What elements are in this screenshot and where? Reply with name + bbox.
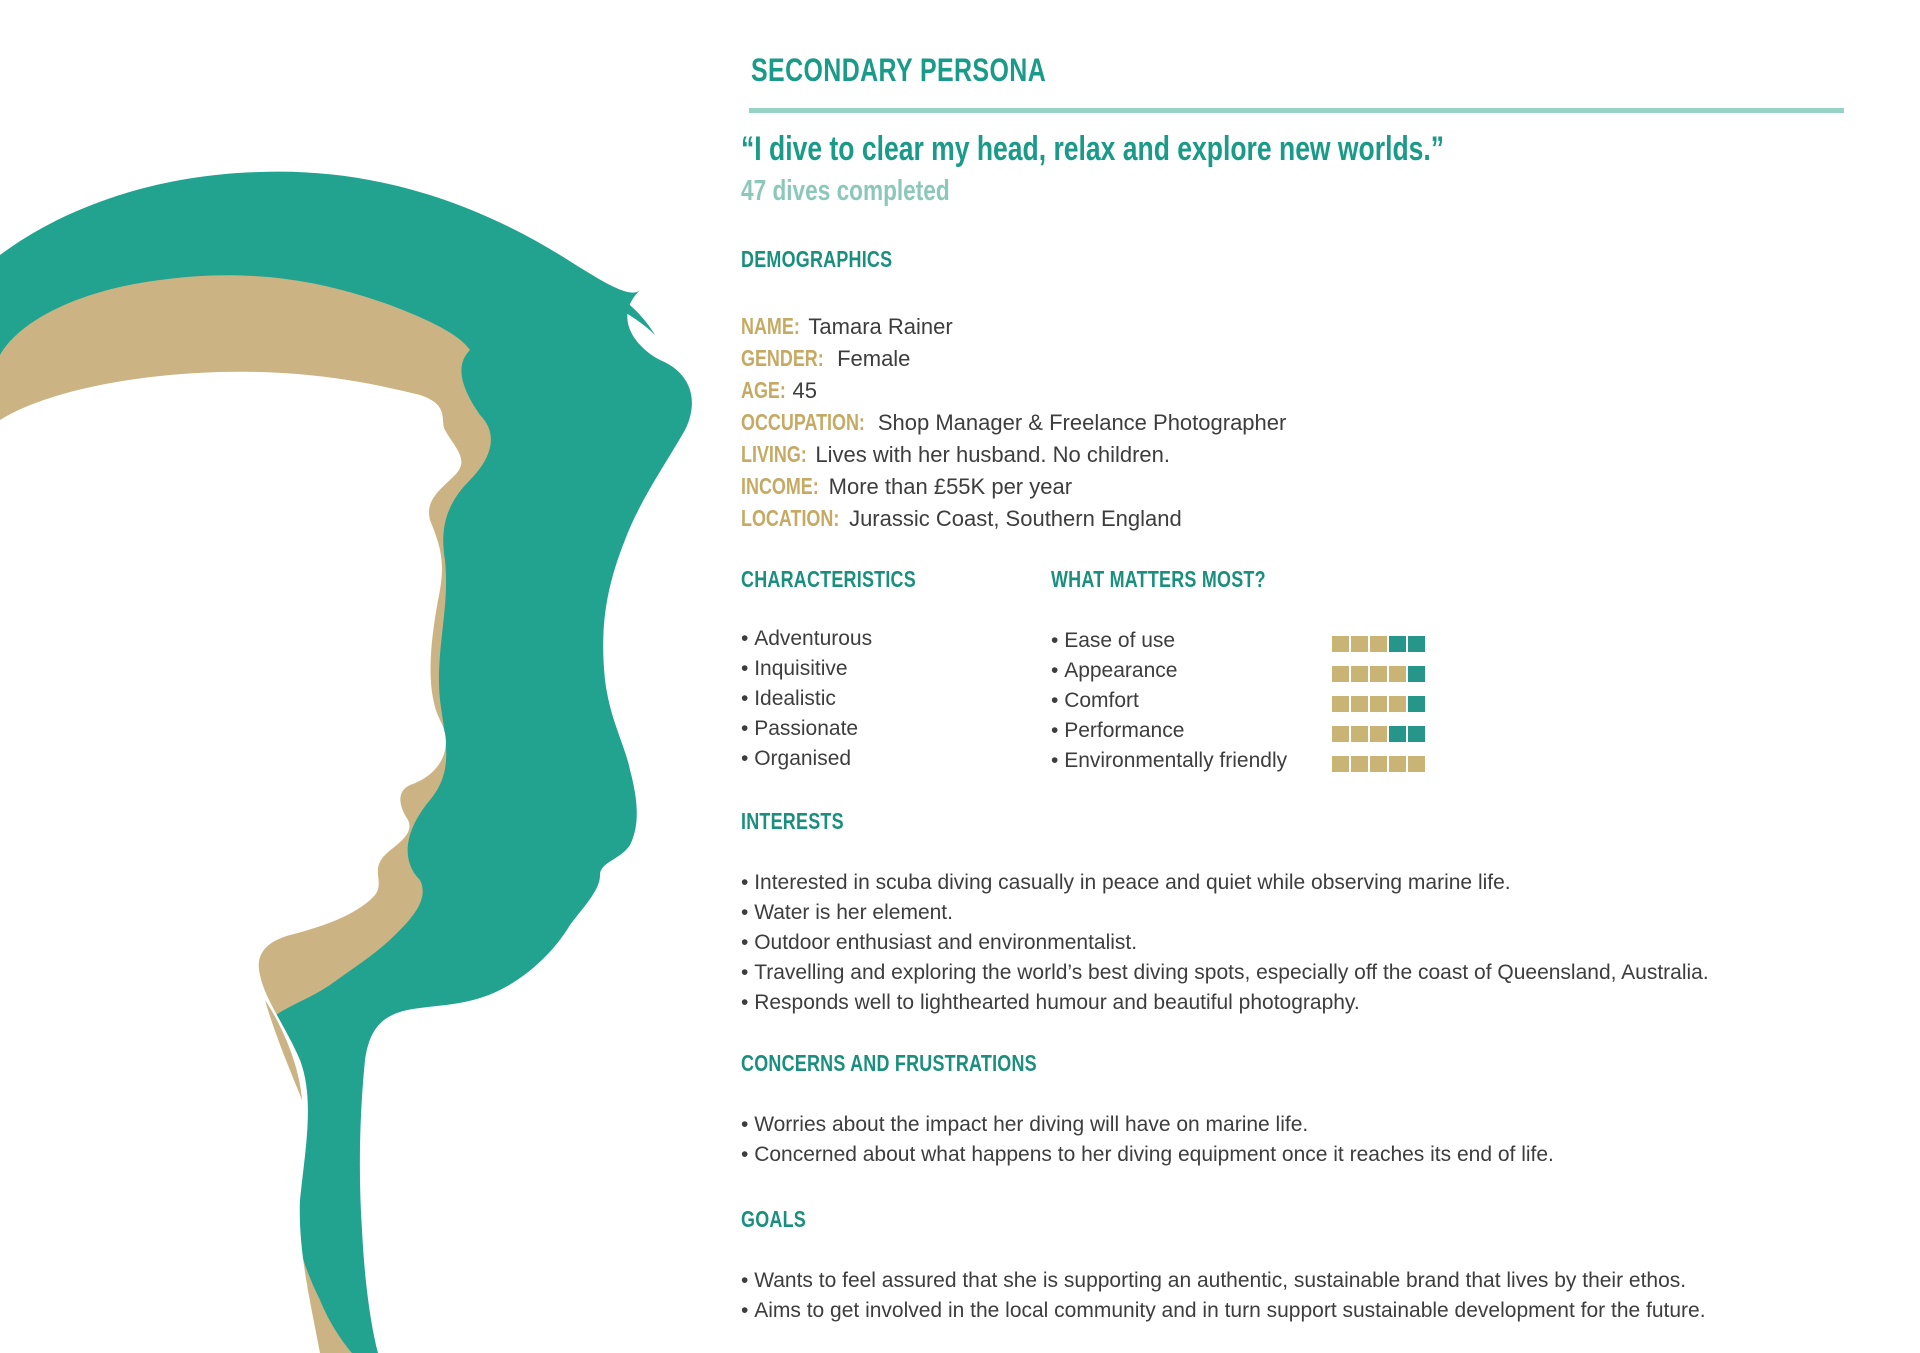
rating-square-empty bbox=[1408, 636, 1425, 652]
list-item: • Idealistic bbox=[741, 684, 872, 714]
list-item: • Responds well to lighthearted humour and beautiful photography. bbox=[741, 988, 1709, 1018]
list-item: • Water is her element. bbox=[741, 898, 1709, 928]
concerns-list bbox=[741, 1110, 1554, 1170]
rating-square-filled bbox=[1370, 756, 1387, 772]
goals-list bbox=[741, 1266, 1706, 1326]
persona-quote: “I dive to clear my head, relax and explore new worlds.” bbox=[741, 130, 1445, 168]
list-item: • Interested in scuba diving casually in peace and quiet while observing marine life. bbox=[741, 868, 1709, 898]
rating-square-filled bbox=[1332, 756, 1349, 772]
rating-square-empty bbox=[1408, 696, 1425, 712]
rating-square-filled bbox=[1370, 666, 1387, 682]
rating-square-filled bbox=[1351, 756, 1368, 772]
characteristics-list bbox=[741, 624, 872, 774]
demographics-heading: DEMOGRAPHICS bbox=[741, 246, 893, 272]
list-item: • Appearance bbox=[1051, 656, 1287, 686]
demographic-age: AGE: 45 bbox=[741, 377, 817, 403]
rating-bar bbox=[1332, 636, 1425, 652]
rating-bar bbox=[1332, 726, 1425, 742]
rating-square-empty bbox=[1408, 726, 1425, 742]
demographics-list bbox=[741, 310, 1286, 534]
list-item: • Wants to feel assured that she is supporting an authentic, sustainable brand that lives by their ethos. bbox=[741, 1266, 1706, 1296]
rating-square-filled bbox=[1351, 726, 1368, 742]
what-matters-heading: WHAT MATTERS MOST? bbox=[1051, 566, 1266, 592]
interests-list bbox=[741, 868, 1709, 1018]
demographic-income: INCOME: More than £55K per year bbox=[741, 473, 1073, 499]
list-item: • Organised bbox=[741, 744, 872, 774]
list-item: • Ease of use bbox=[1051, 626, 1287, 656]
rating-bar bbox=[1332, 696, 1425, 712]
rating-square-filled bbox=[1370, 726, 1387, 742]
rating-square-filled bbox=[1370, 636, 1387, 652]
rating-square-filled bbox=[1351, 636, 1368, 652]
rating-bar bbox=[1332, 756, 1425, 772]
demographic-name: NAME: Tamara Rainer bbox=[741, 313, 953, 339]
rating-square-filled bbox=[1370, 696, 1387, 712]
rating-square-empty bbox=[1389, 636, 1406, 652]
list-item: • Travelling and exploring the world’s best diving spots, especially off the coast of Queensland, Australia. bbox=[741, 958, 1709, 988]
profile-silhouette-illustration bbox=[0, 0, 700, 1353]
demographic-gender: GENDER: Female bbox=[741, 345, 911, 371]
demographic-location: LOCATION: Jurassic Coast, Southern England bbox=[741, 505, 1182, 531]
list-item: • Aims to get involved in the local community and in turn support sustainable development for the future. bbox=[741, 1296, 1706, 1326]
what-matters-list bbox=[1051, 626, 1287, 776]
rating-square-empty bbox=[1408, 666, 1425, 682]
concerns-heading: CONCERNS AND FRUSTRATIONS bbox=[741, 1050, 1037, 1076]
list-item: • Worries about the impact her diving will have on marine life. bbox=[741, 1110, 1554, 1140]
list-item: • Performance bbox=[1051, 716, 1287, 746]
rating-square-filled bbox=[1389, 666, 1406, 682]
list-item: • Inquisitive bbox=[741, 654, 872, 684]
goals-heading: GOALS bbox=[741, 1206, 806, 1232]
demographic-occupation: OCCUPATION: Shop Manager & Freelance Photographer bbox=[741, 409, 1287, 435]
characteristics-heading: CHARACTERISTICS bbox=[741, 566, 916, 592]
rating-square-filled bbox=[1351, 666, 1368, 682]
list-item: • Concerned about what happens to her diving equipment once it reaches its end of life. bbox=[741, 1140, 1554, 1170]
rating-square-filled bbox=[1332, 726, 1349, 742]
list-item: • Comfort bbox=[1051, 686, 1287, 716]
rating-square-empty bbox=[1389, 726, 1406, 742]
list-item: • Passionate bbox=[741, 714, 872, 744]
rating-square-filled bbox=[1332, 666, 1349, 682]
rating-square-filled bbox=[1389, 696, 1406, 712]
title-divider bbox=[749, 108, 1844, 113]
rating-square-filled bbox=[1332, 636, 1349, 652]
section-title: SECONDARY PERSONA bbox=[751, 52, 1047, 88]
rating-square-filled bbox=[1408, 756, 1425, 772]
rating-bar bbox=[1332, 666, 1425, 682]
rating-square-filled bbox=[1389, 756, 1406, 772]
demographic-living: LIVING: Lives with her husband. No children. bbox=[741, 441, 1170, 467]
dives-completed: 47 dives completed bbox=[741, 175, 950, 207]
list-item: • Adventurous bbox=[741, 624, 872, 654]
rating-square-filled bbox=[1351, 696, 1368, 712]
list-item: • Environmentally friendly bbox=[1051, 746, 1287, 776]
list-item: • Outdoor enthusiast and environmentalist. bbox=[741, 928, 1709, 958]
rating-square-filled bbox=[1332, 696, 1349, 712]
interests-heading: INTERESTS bbox=[741, 808, 844, 834]
